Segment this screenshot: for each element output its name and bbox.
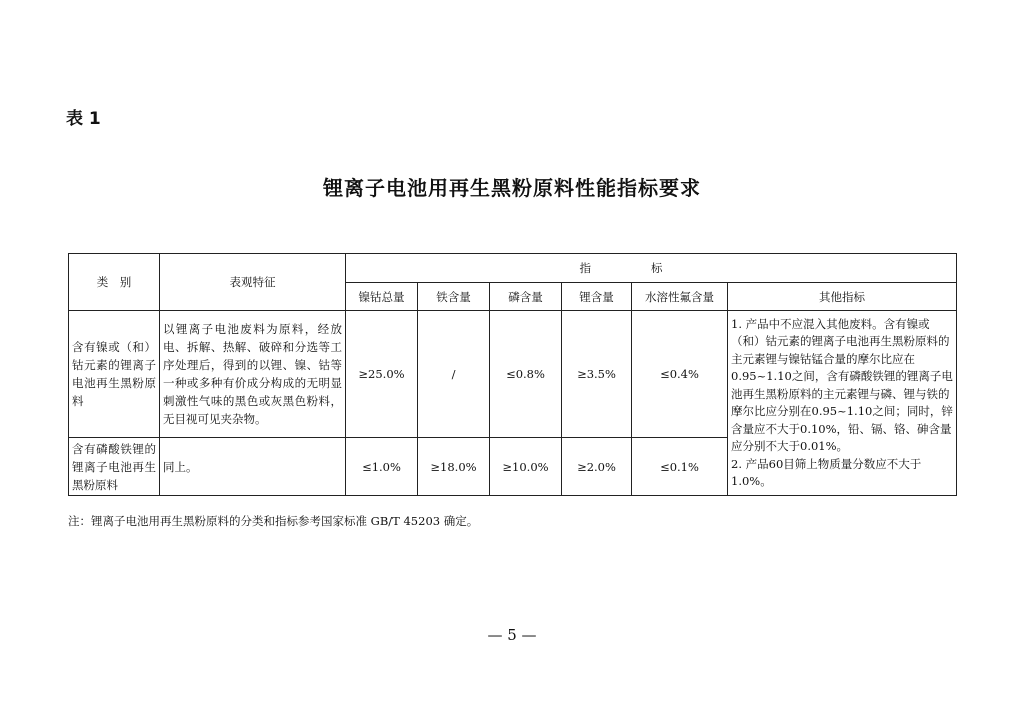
- value-lithium: ≥2.0%: [562, 438, 632, 496]
- header-category: 类 别: [69, 254, 160, 311]
- row-category: 含有磷酸铁锂的锂离子电池再生黑粉原料: [69, 438, 160, 496]
- value-nickel-cobalt: ≥25.0%: [346, 311, 418, 438]
- value-phosphorus: ≤0.8%: [490, 311, 562, 438]
- other-indicators: [728, 311, 957, 496]
- page-number: — 5 —: [487, 626, 537, 644]
- table-note: 注：锂离子电池用再生黑粉原料的分类和指标参考国家标准 GB/T 45203 确定。: [68, 514, 479, 528]
- header-appearance: 表观特征: [160, 254, 346, 311]
- spec-table: [68, 253, 957, 496]
- header-other: 其他指标: [728, 283, 957, 311]
- value-fluorine: ≤0.1%: [632, 438, 728, 496]
- header-indicators: 指标: [346, 254, 957, 283]
- header-phosphorus: 磷含量: [490, 283, 562, 311]
- header-fluorine: 水溶性氟含量: [632, 283, 728, 311]
- header-iron: 铁含量: [418, 283, 490, 311]
- table-label: 表 1: [66, 109, 101, 129]
- header-nickel-cobalt: 镍钴总量: [346, 283, 418, 311]
- value-nickel-cobalt: ≤1.0%: [346, 438, 418, 496]
- value-phosphorus: ≥10.0%: [490, 438, 562, 496]
- other-indicators-text: 1. 产品中不应混入其他废料。含有镍或（和）钴元素的锂离子电池再生黑粉原料的主元素锂与镍钴锰合量的摩尔比应在0.95~1.10之间，含有磷酸铁锂的锂离子电池再生黑粉原料的主元素锂与磷、锂与铁的摩尔比应分别在0.95~1.10之间；同时，锌含量应不大于0.10%，铅、镉、铬、砷含量应分别不大于0.01%。 2. 产品60目筛上物质量分数应不大于1.0%。: [731, 316, 953, 488]
- table-row: [69, 311, 957, 438]
- row-appearance: 以锂离子电池废料为原料，经放电、拆解、热解、破碎和分选等工序处理后，得到的以锂、镍、钴等一种或多种有价成分构成的无明显刺激性气味的黑色或灰黑色粉料，无目视可见夹杂物。: [160, 311, 346, 438]
- document-title: 锂离子电池用再生黑粉原料性能指标要求: [323, 176, 701, 200]
- header-lithium: 锂含量: [562, 283, 632, 311]
- row-category: 含有镍或（和）钴元素的锂离子电池再生黑粉原料: [69, 311, 160, 438]
- row-appearance: 同上。: [160, 438, 346, 496]
- value-iron: ≥18.0%: [418, 438, 490, 496]
- value-fluorine: ≤0.4%: [632, 311, 728, 438]
- value-iron: /: [418, 311, 490, 438]
- value-lithium: ≥3.5%: [562, 311, 632, 438]
